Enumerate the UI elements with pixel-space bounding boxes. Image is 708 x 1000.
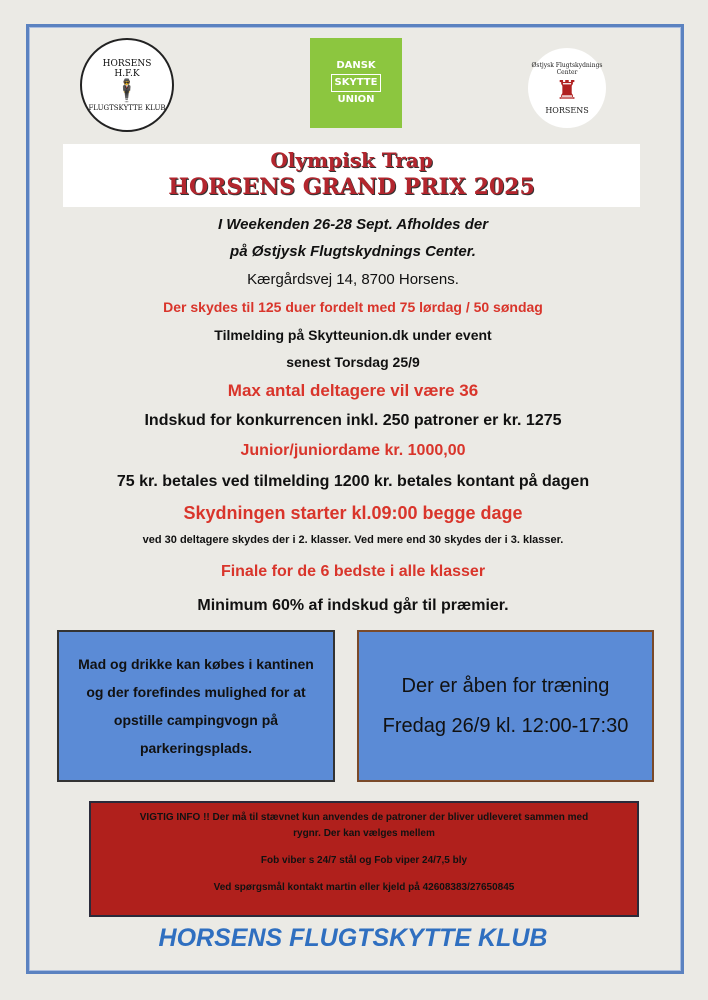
ostjysk-flugtskydnings-center-logo [528, 48, 606, 128]
info-line: VIGTIG INFO !! Der må til stævnet kun anvendes de patroner der bliver udleveret sammen med [139, 812, 589, 823]
box-line: Mad og drikke kan købes i kantinen [78, 656, 314, 672]
payment-line: 75 kr. betales ved tilmelding 1200 kr. betales kontant på dagen [116, 473, 590, 490]
title-line1: Olympisk Trap [270, 148, 433, 172]
junior-fee-line: Junior/juniordame kr. 1000,00 [240, 442, 466, 459]
classes-line: ved 30 deltagere skydes der i 2. klasser. Ved mere end 30 skydes der i 3. klasser. [142, 534, 564, 546]
final-line: Finale for de 6 bedste i alle klasser [220, 563, 486, 580]
registration-line: Tilmelding på Skytteunion.dk under event [214, 327, 492, 343]
birds-line: Der skydes til 125 duer fordelt med 75 lørdag / 50 søndag [163, 299, 543, 315]
max-participants-line: Max antal deltagere vil være 36 [227, 381, 479, 400]
logo-bottom: HORSENS [545, 105, 589, 115]
food-camping-box [57, 630, 335, 782]
info-line: rygnr. Der kan vælges mellem [293, 828, 435, 839]
box-line: opstille campingvogn på [113, 712, 279, 728]
deadline-line: senest Torsdag 25/9 [286, 354, 420, 370]
date-line: I Weekenden 26-28 Sept. Afholdes der [217, 216, 489, 233]
venue-line: på Østjysk Flugtskydnings Center. [230, 243, 476, 260]
start-time-line: Skydningen starter kl.09:00 begge dage [183, 503, 523, 523]
logo-line: DANSK [336, 60, 376, 71]
dansk-skytte-union-logo [310, 38, 402, 128]
logo-bottom: FLUGTSKYTTE KLUB [88, 103, 166, 112]
box-line: og der forefindes mulighed for at [86, 684, 306, 700]
shooter-icon: ♜ [555, 75, 579, 106]
important-info-box [89, 801, 639, 917]
box-line: parkeringsplads. [139, 740, 253, 756]
logo-line: UNION [337, 94, 375, 105]
info-line: Fob viber s 24/7 stål og Fob viper 24/7,5 bly [260, 855, 468, 866]
logo-line: SKYTTE [331, 74, 382, 92]
footer-club-name: HORSENS FLUGTSKYTTE KLUB [158, 924, 548, 952]
horsens-flugtskytte-klub-logo [80, 38, 174, 132]
logo-text: HORSENS [102, 58, 152, 69]
address-line: Kærgårdsvej 14, 8700 Horsens. [247, 271, 459, 288]
title-banner [63, 144, 640, 207]
title-line2: HORSENS GRAND PRIX 2025 [168, 174, 535, 200]
logo-top: Østjysk Flugtskydnings Center [531, 61, 603, 76]
fee-line: Indskud for konkurrencen inkl. 250 patroner er kr. 1275 [144, 412, 562, 429]
box-line: Fredag 26/9 kl. 12:00-17:30 [382, 715, 629, 737]
logo-sub: H.F.K [114, 68, 140, 79]
prizes-line: Minimum 60% af indskud går til præmier. [197, 597, 509, 614]
shooter-icon: 🕴 [113, 78, 141, 104]
info-line: Ved spørgsmål kontakt martin eller kjeld på 42608383/27650845 [213, 882, 515, 893]
box-line: Der er åben for træning [401, 675, 610, 697]
training-box [357, 630, 654, 782]
